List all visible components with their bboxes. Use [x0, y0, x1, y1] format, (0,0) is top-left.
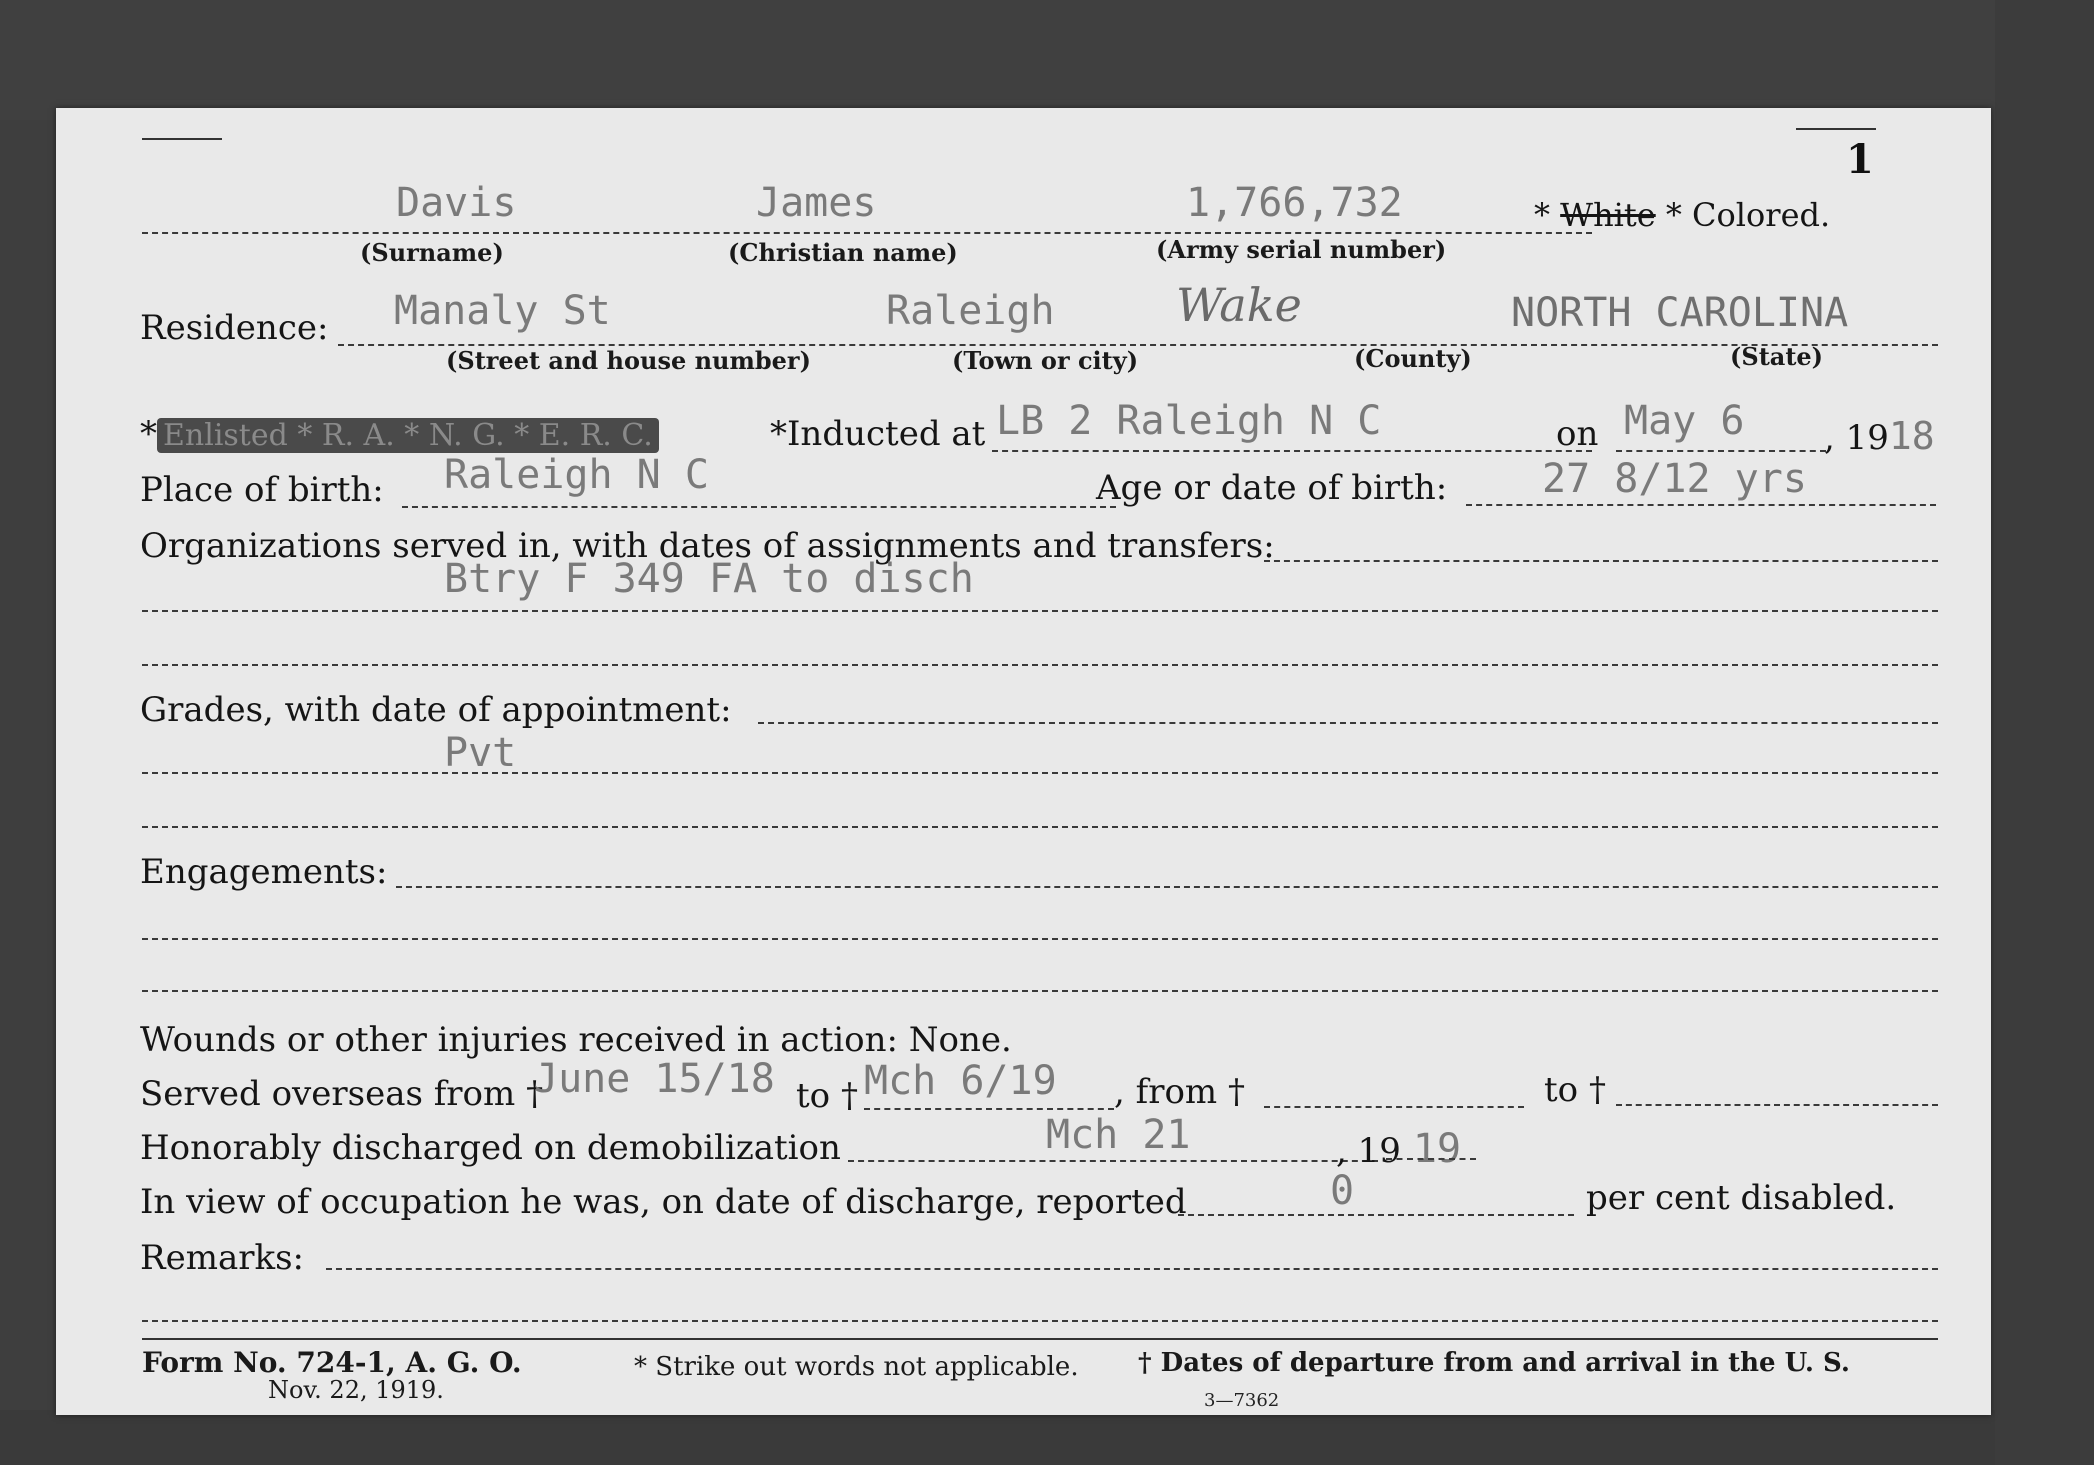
birth-place-line — [402, 506, 1116, 508]
print-code: 3—7362 — [1204, 1390, 1280, 1411]
grades-line-2 — [142, 772, 1938, 774]
residence-street-value: Manaly St — [394, 288, 611, 334]
caption-state: (State) — [1730, 342, 1824, 371]
discharge-year — [1336, 1126, 1461, 1172]
colored-label: Colored. — [1692, 196, 1831, 234]
footer-rule — [142, 1338, 1938, 1340]
name-line — [142, 232, 1592, 234]
engagements-line-3 — [142, 990, 1938, 992]
overseas-from2-line — [1264, 1106, 1524, 1108]
overseas-from2-label-text: , from — [1114, 1072, 1218, 1112]
caption-christian-name: (Christian name) — [728, 238, 958, 267]
serial-number-value: 1,766,732 — [1186, 180, 1403, 226]
overseas-to-label-text: to — [796, 1076, 831, 1116]
form-number: Form No. 724-1, A. G. O. — [142, 1346, 522, 1379]
induction-date-value: May 6 — [1624, 398, 1745, 444]
residence-town-value: Raleigh — [886, 288, 1055, 334]
discharge-date-line — [848, 1160, 1378, 1162]
inducted-place-value: LB 2 Raleigh N C — [996, 398, 1382, 444]
overseas-label-text: Served overseas from — [140, 1074, 516, 1114]
background-top — [0, 0, 2094, 120]
discharge-label: Honorably discharged on demobilization — [140, 1128, 841, 1168]
overseas-from-value: June 15/18 — [534, 1056, 775, 1102]
overseas-to2-label-text: to — [1544, 1070, 1579, 1110]
surname-value: Davis — [396, 180, 517, 226]
discharge-year-value: 19 — [1412, 1126, 1462, 1172]
caption-serial-number: (Army serial number) — [1156, 235, 1447, 264]
service-record-card — [56, 108, 1991, 1415]
birth-place-value: Raleigh N C — [444, 452, 709, 498]
background-bottom — [0, 1410, 2094, 1465]
background-right — [1995, 0, 2094, 1465]
corner-mark-right — [1796, 128, 1876, 130]
engagements-line-2 — [142, 938, 1938, 940]
organizations-label: Organizations served in, with dates of assignments and transfers: — [140, 526, 1275, 566]
overseas-to2-line — [1616, 1104, 1938, 1106]
residence-label: Residence: — [140, 308, 329, 348]
remarks-line-2 — [142, 1320, 1938, 1322]
engagements-label: Engagements: — [140, 852, 388, 892]
overseas-to-value: Mch 6/19 — [864, 1058, 1057, 1104]
inducted-line — [992, 450, 1592, 452]
caption-county: (County) — [1354, 344, 1472, 373]
organizations-line-2 — [142, 610, 1938, 612]
discharge-year-prefix: , 19 — [1336, 1131, 1401, 1171]
overseas-from2-label: , from † — [1114, 1072, 1245, 1112]
induction-year-suffix: 18 — [1888, 414, 1935, 458]
form-date: Nov. 22, 1919. — [268, 1376, 444, 1404]
overseas-to-label: to † — [796, 1076, 858, 1116]
card-number: 1 — [1846, 136, 1874, 183]
discharge-year-line — [1386, 1158, 1476, 1160]
remarks-label: Remarks: — [140, 1238, 304, 1278]
organizations-line-3 — [142, 664, 1938, 666]
corner-mark-left — [142, 138, 222, 140]
caption-surname: (Surname) — [360, 238, 504, 267]
white-label: White — [1560, 196, 1656, 234]
age-value: 27 8/12 yrs — [1542, 456, 1807, 502]
grades-label: Grades, with date of appointment: — [140, 690, 732, 730]
overseas-to-line — [864, 1108, 1114, 1110]
disability-suffix: per cent disabled. — [1586, 1178, 1897, 1218]
disability-label: In view of occupation he was, on date of discharge, reported — [140, 1182, 1187, 1222]
dates-note: † Dates of departure from and arrival in the U. S. — [1138, 1348, 1850, 1378]
caption-street: (Street and house number) — [446, 346, 811, 375]
strike-note: * Strike out words not applicable. — [634, 1352, 1079, 1382]
age-label: Age or date of birth: — [1096, 468, 1448, 508]
caption-town: (Town or city) — [952, 346, 1139, 375]
age-line — [1466, 504, 1936, 506]
enlisted-redacted: Enlisted * R. A. * N. G. * E. R. C. — [157, 418, 659, 453]
remarks-line-1 — [326, 1268, 1938, 1270]
wounds-label: Wounds or other injuries received in action: None. — [140, 1020, 1012, 1060]
on-label: on — [1556, 414, 1599, 454]
grades-line-3 — [142, 826, 1938, 828]
organizations-value: Btry F 349 FA to disch — [444, 556, 974, 602]
residence-state-value: NORTH CAROLINA — [1511, 290, 1849, 336]
induction-year — [1824, 414, 1935, 458]
overseas-label: Served overseas from † — [140, 1074, 544, 1114]
white-colored-labels: * White * Colored. — [1534, 196, 1831, 234]
induction-date-line — [1616, 450, 1826, 452]
disability-percent-value: 0 — [1330, 1168, 1355, 1214]
induction-year-prefix: , 19 — [1824, 418, 1889, 458]
inducted-label: *Inducted at — [770, 414, 986, 454]
organizations-line-1 — [1264, 560, 1938, 562]
residence-county-value: Wake — [1176, 278, 1302, 332]
grades-line-1 — [758, 722, 1938, 724]
discharge-date-value: Mch 21 — [1046, 1112, 1191, 1158]
engagements-line-1 — [396, 886, 1938, 888]
disability-line — [1178, 1214, 1574, 1216]
grades-value: Pvt — [444, 730, 517, 776]
birth-place-label: Place of birth: — [140, 470, 384, 510]
overseas-to2-label: to † — [1544, 1070, 1606, 1110]
enlisted-block: * Enlisted * R. A. * N. G. * E. R. C. — [140, 414, 659, 454]
christian-name-value: James — [756, 180, 877, 226]
